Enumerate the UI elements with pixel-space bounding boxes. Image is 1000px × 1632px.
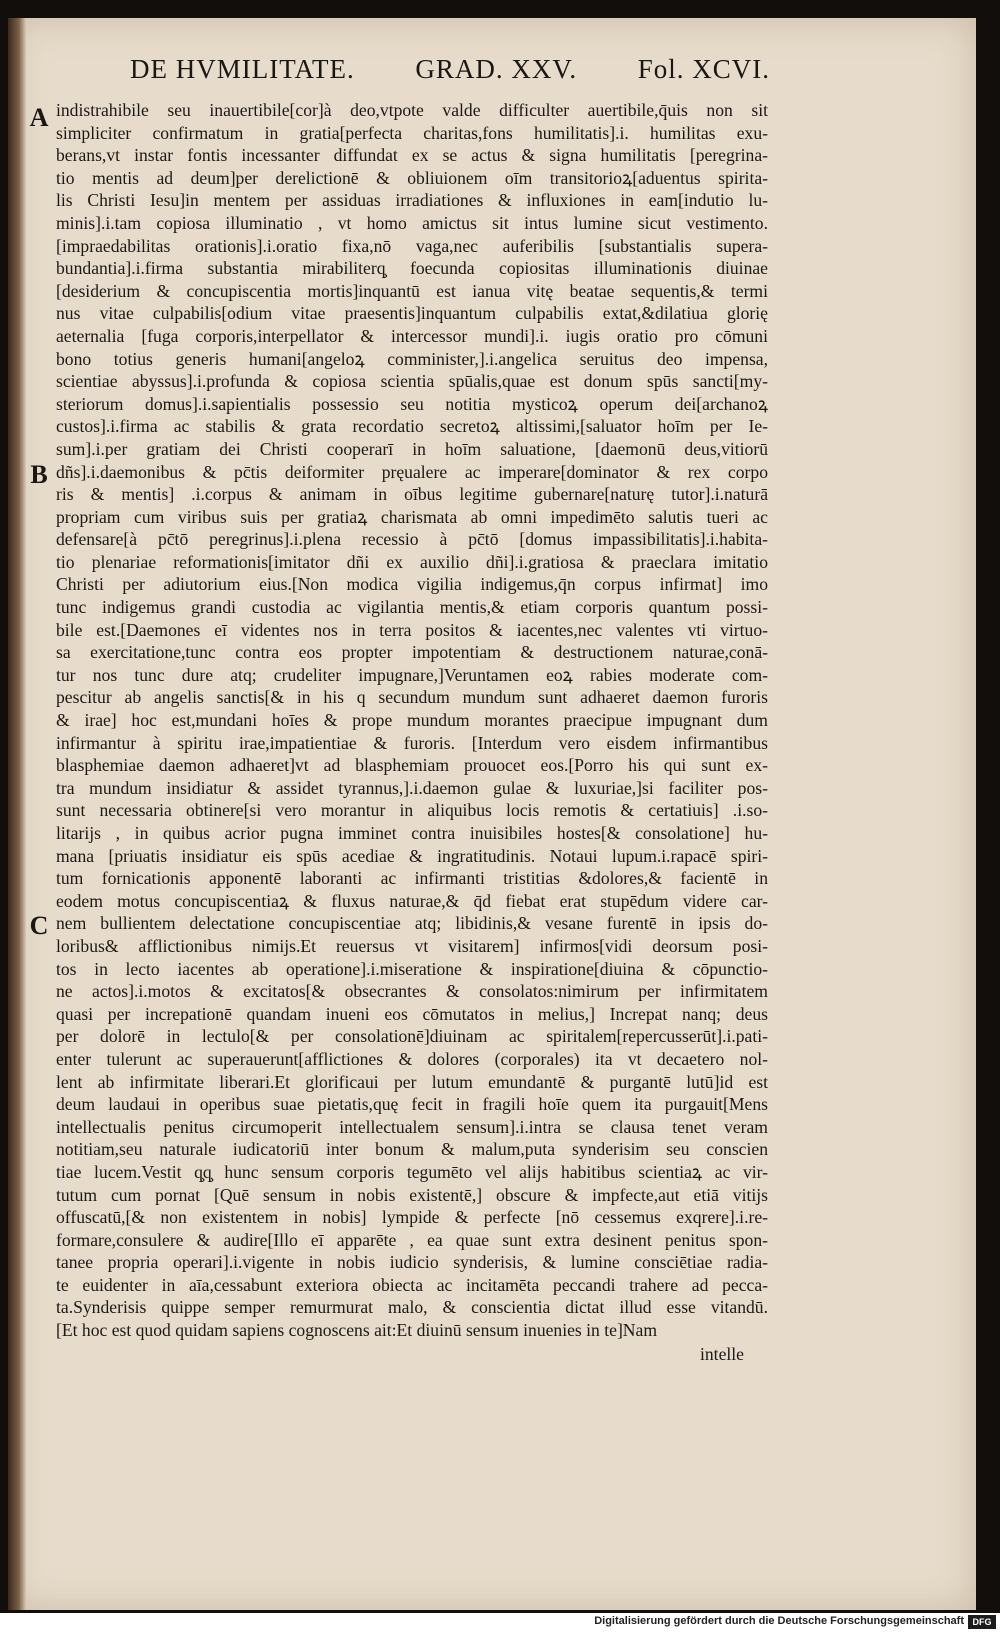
text-line: infirmantur à spiritu irae,impatientiae & furoris. [Interdum vero eisdem infirmantibus — [56, 732, 768, 753]
text-line: deum laudaui in operibus suae pietatis,quę fecit in fragili hoīe quem ita purgauit[Mens — [56, 1094, 768, 1115]
text-line: notitiam,seu naturale iudicatoriū inter bonum & malum,puta synderisim seu conscien — [56, 1139, 768, 1160]
dfg-logo-icon: DFG — [968, 1615, 996, 1629]
text-line: formare,consulere & audire[Illo eī apparēte , ea quae sunt extra desinent penitus spon- — [56, 1229, 768, 1250]
text-line: lis Christi Iesu]in mentem per assiduas irradiationes & influxiones in eam[indutio lu- — [56, 190, 768, 211]
text-line: lent ab infirmitate liberari.Et glorificaui per lutum emundantē & purgantē lutū]id est — [56, 1071, 768, 1092]
text-line: bundantia].i.firma substantia mirabiliterq̧ foecunda copiositas illuminationis diuinae — [56, 258, 768, 279]
text-line: blasphemiae daemon adhaeret]vt ad blasphemiam prouocet eos.[Porro his qui sunt ex- — [56, 755, 768, 776]
text-line: custos].i.firma ac stabilis & grata recordatio secretoꝝ altissimi,[saluator hoīm per Ie- — [56, 416, 768, 437]
text-line: ne actos].i.motos & excitatos[& obsecrantes & consolatos:nimirum per infirmitatem — [56, 981, 768, 1002]
body-text — [56, 99, 768, 1342]
text-line: tanee propria operari].i.vigente in nobis iudicio synderisis, & lumine consciētiae radia- — [56, 1252, 768, 1273]
text-line: intellectualis penitus circumoperit intellectualem sensum].i.intra se clausa tenet veram — [56, 1116, 768, 1137]
text-line: tio plenariae reformationis[imitator dñi ex auxilio dñi].i.gratiosa & praeclara imitatio — [56, 551, 768, 572]
text-line: propriam cum viribus suis per gratiaꝝ charismata ab omni impedimēto salutis tueri ac — [56, 506, 768, 527]
page-binding-edge — [8, 18, 26, 1610]
text-line: steriorum domus].i.sapientialis possessio seu notitia mysticoꝝ operum dei[archanoꝝ — [56, 393, 768, 414]
catchword: intelle — [700, 1344, 744, 1364]
text-line: [impraedabilitas orationis].i.oratio fixa,nō vaga,nec auferibilis [substantialis supera- — [56, 235, 768, 256]
text-line: tunc indigemus grandi custodia ac vigilantia mentis,& etiam corporis quantum possi- — [56, 597, 768, 618]
header-title: DE HVMILITATE. — [130, 54, 355, 84]
text-line: [desiderium & concupiscentia mortis]inquantū est ianua vitę beatae sequentis,& termi — [56, 280, 768, 301]
text-line: te euidenter in aīa,cessabunt exteriora obiecta ac incitamēta peccandi trahere ad pecca- — [56, 1274, 768, 1295]
text-line: litarijs , in quibus acrior pugna imminet contra inuisibiles hostes[& consolatione] hu- — [56, 823, 768, 843]
text-line: sunt necessaria obtinere[si vero morantur in aliquibus locis remotis & certatiuis] .i.so- — [56, 800, 768, 821]
text-line: defensare[à pc̄tō peregrinus].i.plena recessio à pc̄tō [domus impassibilitatis].i.habita- — [56, 529, 768, 550]
text-line: scientiae abyssus].i.profunda & copiosa scientia spūalis,quae est donum spūs sancti[my- — [56, 371, 768, 392]
text-line: enter tulerunt ac superauerunt[afflictiones & dolores (corporales) ita vt decaetero nol- — [56, 1048, 768, 1069]
text-line: [Et hoc est quod quidam sapiens cognoscens ait:Et diuinū sensum inuenies in te]Nam — [56, 1320, 658, 1341]
text-line: & irae] hoc est,mundani hoīes & prope mundum morantes praecipue impugnant dum — [56, 710, 768, 731]
text-line: per dolorē in lectulo[& per consolationē]diuinam ac spiritalem[repercusserūt].i.pati- — [56, 1026, 768, 1047]
digitization-footer — [0, 1613, 1000, 1632]
text-line: berans,vt instar fontis incessanter diffundat ex se actus & signa humilitatis [peregrina- — [56, 145, 768, 166]
text-line: aeternalia [fuga corporis,interpellator & intercessor mundi].i. iugis oratio pro cōmuni — [56, 325, 768, 346]
margin-marker-a: A — [29, 103, 49, 132]
text-line: loribus& afflictionibus nimijs.Et reuersus vt visitarem] infirmos[vidi deorsum posi- — [56, 935, 768, 956]
text-line: ta.Synderisis quippe semper remurmurat malo, & conscientia dictat illud esse vitandū. — [56, 1297, 768, 1318]
text-line: minis].i.tam copiosa illuminatio , vt homo amictus sit intus lumine sicut vestimento. — [56, 212, 768, 233]
margin-marker-b: B — [30, 460, 48, 489]
running-header — [130, 54, 770, 94]
text-line: tos in lecto iacentes ab operatione].i.miseratione & inspiratione[diuina & cōpunctio- — [56, 958, 768, 979]
text-line: pescitur ab angelis sanctis[& in his q secundum mundum sunt adhaeret daemon furoris — [56, 687, 768, 708]
text-line: tum fornicationis apponentē laboranti ac infirmanti tristitias &dolores,& facientē in — [56, 868, 768, 889]
text-line: eodem motus concupiscentiaꝝ & fluxus naturae,& q̄d fiebat erat stupēdum videre car- — [56, 890, 768, 911]
text-line: indistrahibile seu inauertibile[cor]à deo,vtpote valde difficulter auertibile,q̄uis non sit — [56, 100, 768, 120]
text-line: offuscatū,[& non existentem in nobis] lympide & perfecte [nō cessemus exqrere].i.re- — [56, 1207, 768, 1228]
text-line: quasi per increpationē quandam inueni eos cōmutatos in melius,] Increpat nanq; deus — [56, 1003, 768, 1024]
text-line: Christi per adiutorium eius.[Non modica vigilia indigemus,q̄n corpus infirmat] imo — [56, 574, 768, 595]
text-line: tutum cum pornat [Quē sensum in nobis existentē,] obscure & impfecte,aut etiā vitijs — [56, 1184, 768, 1205]
text-line: ris & mentis] .i.corpus & animam in oībus legitime gubernare[naturę tutor].i.naturā — [56, 484, 768, 505]
text-line: tio mentis ad deum]per derelictionē & obliuionem oīm transitorioꝝ[aduentus spirita- — [56, 167, 768, 188]
text-line: nus vitae culpabilis[odium vitae praesentis]inquantum culpabilis extat,&dilatiua glorię — [56, 303, 768, 324]
text-line: sum].i.per gratiam dei Christi cooperarī in hoīm saluatione, [daemonū deus,vitiorū — [56, 438, 768, 459]
text-line: tiae lucem.Vestit q̧q̧ hunc sensum corporis tegumēto vel alijs habitibus scientiaꝝ ac vir- — [56, 1161, 768, 1182]
header-folio: Fol. XCVI. — [637, 54, 770, 84]
header-section: GRAD. XXV. — [415, 54, 578, 84]
text-line: sa exercitatione,tunc contra eos propter impotentiam & destructionem naturae,conā- — [56, 642, 768, 663]
footer-credit-text: Digitalisierung gefördert durch die Deutsche Forschungsgemeinschaft — [594, 1615, 964, 1627]
text-line: mana [priuatis insidiatur eis spūs acediae & ingratitudinis. Notaui lupum.i.rapacē spiri- — [56, 845, 768, 866]
text-line: dñs].i.daemonibus & pc̄tis deiformiter pręualere ac imperare[dominator & rex corpo — [56, 461, 768, 482]
text-line: tra mundum insidiatur & assidet tyrannus,].i.daemon gulae & luxuriae,]si faciliter pos- — [56, 777, 768, 798]
margin-marker-c: C — [29, 911, 49, 940]
text-line: bile est.[Daemones eī videntes nos in terra positos & iacentes,nec valentes vti virtuo- — [56, 619, 768, 640]
text-line: simpliciter confirmatum in gratia[perfecta charitas,fons humilitatis].i. humilitas exu- — [56, 122, 768, 143]
text-line: bono totius generis humani[angeloꝝ comminister,].i.angelica seruitus deo impensa, — [56, 348, 768, 369]
text-line: tur nos tunc dure atq; crudeliter impugnare,]Veruntamen eoꝝ rabies moderate com- — [56, 664, 768, 685]
text-line: nem bullientem delectatione concupiscentiae atq; libidinis,& vesane furentē in ipsis do- — [56, 913, 768, 934]
